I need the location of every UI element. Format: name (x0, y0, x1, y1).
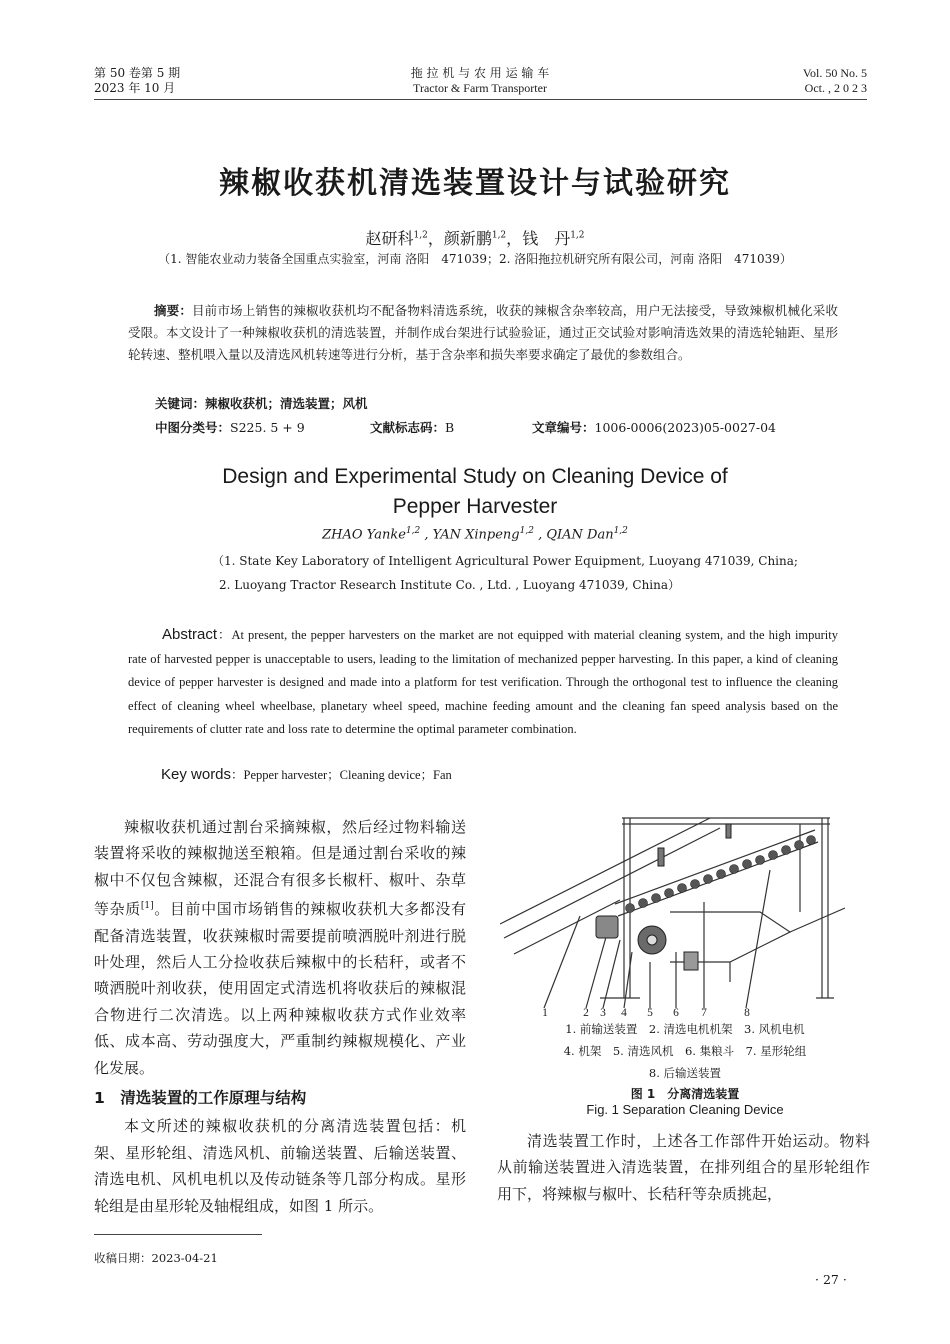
doc-code (370, 418, 454, 436)
author-affil-mark: 1,2 (405, 526, 421, 536)
author-sep: ， (427, 229, 444, 248)
body-right-paragraph: 清选装置工作时，上述各工作部件开始运动。物料从前输送装置进入清选装置，在排列组合的星形轮组作用下，将辣椒与椒叶、长秸秆等杂质挑起， (497, 1132, 870, 1203)
figure-legend-line1: 1. 前输送装置 2. 清选电机机架 3. 风机电机 (565, 1022, 805, 1036)
figure-callout: 7 (701, 1007, 707, 1017)
figure-callout: 2 (583, 1007, 589, 1017)
keywords-cn-text: 辣椒收获机；清选装置；风机 (205, 396, 368, 411)
figure-caption-cn: 图 1 分离清选装置 (630, 1087, 740, 1101)
figure-separation-cleaning-device (500, 812, 845, 1017)
author-name: 颜新鹏 (443, 229, 492, 248)
intro-paragraph (94, 814, 466, 1081)
paper-title-en-line2: Pepper Harvester (392, 495, 558, 518)
paper-title-en (0, 462, 950, 522)
figure-legend-line3: 8. 后输送装置 (648, 1066, 722, 1080)
journal-issue-en (700, 66, 867, 96)
figure-callout: 8 (744, 1007, 750, 1017)
keywords-cn-label: 关键词： (155, 396, 206, 411)
keywords-en (161, 765, 452, 783)
author-sep: , (420, 527, 433, 543)
abstract-en-text: ：At present, the pepper harvesters on the market are not equipped with material cleaning system, and the high impurity rate of harvested pepper is unacceptable to users, leading to the limitation of mechanized pepper harvesting. In this paper, a kind of cleaning device of pepper harvester is designed and made into a platform for test verification. Through the orthogonal test to influence the cleaning effect of cleaning wheel wheelbase, planetary wheel speed, machine feeding amount and the cleaning fan speed analysis based on the requirements of clutter rate and loss rate to determine the optimal parameter combination. (128, 628, 838, 736)
received-date: 收稿日期：2023-04-21 (94, 1251, 218, 1265)
paper-title-cn: 辣椒收获机清选装置设计与试验研究 (219, 166, 731, 201)
paper-title-en-line1: Design and Experimental Study on Cleaning Device of (222, 465, 728, 488)
author-affil-mark: 1,2 (413, 230, 428, 241)
figure-callout: 1 (542, 1007, 548, 1017)
body-right-column (497, 1128, 870, 1207)
page-number: · 27 · (815, 1272, 847, 1287)
keywords-en-label: Key words (161, 766, 232, 783)
author-name-en: YAN Xinpeng (432, 527, 520, 543)
header-date-en: Oct. , 2 0 2 3 (804, 81, 867, 95)
citation-ref: [1] (140, 901, 154, 912)
article-number-value: 1006-0006(2023)05-0027-04 (594, 420, 776, 435)
intro-text: 辣椒收获机通过割台采摘辣椒，然后经过物料输送装置将采收的辣椒抛送至粮箱。但是通过割台采收的辣椒中不仅包含辣椒，还混合有很多长椒杆、椒叶、杂草等杂质 (94, 818, 466, 919)
author-affil-mark: 1,2 (613, 526, 628, 536)
abstract-en-label: Abstract (162, 626, 218, 643)
journal-name-en: Tractor & Farm Transporter (413, 81, 547, 95)
affiliation-cn: （1. 智能农业动力装备全国重点实验室，河南 洛阳 471039；2. 洛阳拖拉机研究所有限公司，河南 洛阳 471039） (158, 252, 792, 266)
author-name: 钱 丹 (522, 229, 571, 248)
abstract-cn-text: 目前市场上销售的辣椒收获机均不配备物料清选系统，收获的辣椒含杂率较高，用户无法接受，导致辣椒机械化采收受限。本文设计了一种辣椒收获机的清选装置，并制作成台架进行试验验证，通过正交试验对影响清选效果的清选轮轴距、星形轮转速、整机喂入量以及清选风机转速等进行分析，基于含杂率和损失率要求确定了最优的参数组合。 (128, 303, 838, 362)
figure-callout: 5 (647, 1007, 653, 1017)
footnote-rule (94, 1234, 262, 1235)
intro-text-tail: 。目前中国市场销售的辣椒收获机大多都没有配备清选装置，收获辣椒时需要提前喷洒脱叶剂进行脱叶处理，然后人工分捡收获后辣椒中的长秸秆，或者不喷洒脱叶剂收获，使用固定式清选机将收获后的辣椒混合物进行二次清选。以上两种辣椒收获方式作业效率低、成本高、劳动强度大，严重制约辣椒规模化、产业化发展。 (94, 900, 466, 1077)
affiliation-en-line2: 2. Luoyang Tractor Research Institute Co. , Ltd. , Luoyang 471039, China） (219, 578, 681, 592)
doc-code-value: B (445, 420, 455, 435)
clc-number (155, 418, 305, 436)
figure-callout: 3 (600, 1007, 606, 1017)
affiliation-en-line1: （1. State Key Laboratory of Intelligent Agricultural Power Equipment, Luoyang 471039, China; (212, 554, 798, 568)
section-heading: 1 清选装置的工作原理与结构 (94, 1089, 307, 1108)
author-affil-mark: 1,2 (519, 526, 534, 536)
keywords-cn (155, 394, 368, 412)
authors-en (0, 526, 950, 542)
abstract-cn-label: 摘要： (154, 303, 193, 318)
header-volume: 第 50 卷第 5 期 (94, 66, 181, 80)
doc-code-label: 文献标志码： (370, 420, 446, 435)
clc-label: 中图分类号： (155, 420, 231, 435)
article-number (532, 418, 776, 436)
clc-value: S225. 5 + 9 (230, 420, 305, 435)
keywords-en-text: ：Pepper harvester；Cleaning device；Fan (231, 768, 452, 782)
article-number-label: 文章编号： (532, 420, 595, 435)
header-volume-en: Vol. 50 No. 5 (802, 66, 867, 80)
author-affil-mark: 1,2 (491, 230, 507, 241)
author-name: 赵研科 (365, 229, 414, 248)
abstract-en (128, 623, 838, 742)
section-paragraph: 本文所述的辣椒收获机的分离清选装置包括：机架、星形轮组、清选风机、前输送装置、后输送装置、清选电机、风机电机以及传动链条等几部分构成。星形轮组是由星形轮及轴棍组成，如图 1 所示。 (94, 1117, 466, 1215)
journal-name-cn: 拖 拉 机 与 农 用 运 输 车 (410, 66, 550, 80)
author-name-en: ZHAO Yanke (322, 527, 406, 543)
abstract-cn (128, 300, 838, 366)
figure-callout: 4 (621, 1007, 627, 1017)
journal-name (330, 66, 630, 96)
header-date: 2023 年 10 月 (94, 81, 176, 95)
journal-issue (94, 66, 180, 96)
author-sep: , (533, 527, 547, 543)
figure-legend-line2: 4. 机架 5. 清选风机 6. 集粮斗 7. 星形轮组 (563, 1044, 807, 1058)
figure-caption-en: Fig. 1 Separation Cleaning Device (586, 1102, 784, 1117)
author-sep: ， (506, 229, 523, 248)
figure-callout: 6 (673, 1007, 679, 1017)
author-name-en: QIAN Dan (546, 527, 614, 543)
authors-cn (0, 226, 950, 249)
author-affil-mark: 1,2 (570, 230, 585, 241)
header-rule (94, 99, 867, 100)
body-left-column (94, 814, 466, 1219)
